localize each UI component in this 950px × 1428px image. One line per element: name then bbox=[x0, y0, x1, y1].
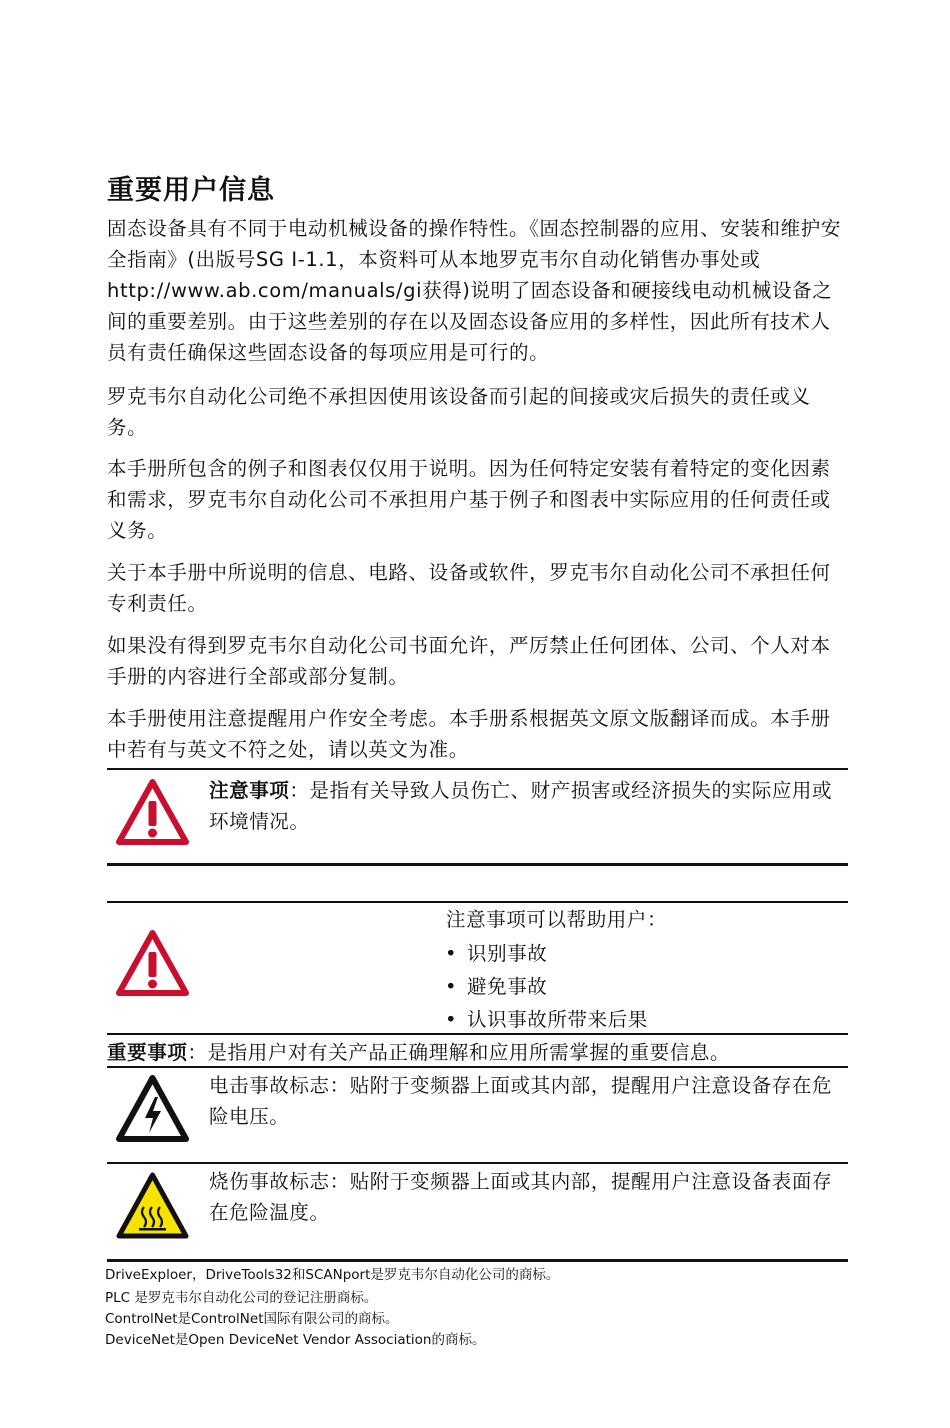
help-list-item: • 避免事故 bbox=[445, 970, 648, 1003]
page-title: 重要用户信息 bbox=[107, 175, 275, 206]
attention-label: 注意事项 bbox=[209, 779, 290, 802]
shock-bottom-rule bbox=[107, 1162, 848, 1164]
warning-triangle-icon bbox=[116, 930, 189, 996]
burn-bottom-rule bbox=[107, 1259, 848, 1262]
paragraph-solid-state: 固态设备具有不同于电动机械设备的操作特性。《固态控制器的应用、安装和维护安全指南》(出版号SG I-1.1，本资料可从本地罗克韦尔自动化销售办事处或http://www.ab.com/manuals/gi获得)说明了固态设备和硬接线电动机械设备之间的重要差别。由于这些差别的存在以及固态设备应用的多样性，因此所有技术人员有责任确保这些固态设备的每项应用是可行的。 bbox=[107, 217, 841, 364]
hot-surface-icon bbox=[116, 1172, 189, 1240]
electric-shock-icon bbox=[116, 1075, 189, 1143]
important-text-block bbox=[107, 1037, 849, 1068]
attention-top-rule bbox=[107, 768, 848, 770]
paragraph-translation: 本手册使用注意提醒用户作安全考虑。本手册系根据英文原文版翻译而成。本手册中若有与英文不符之处，请以英文为准。 bbox=[107, 707, 831, 761]
paragraph-copy: 如果没有得到罗克韦尔自动化公司书面允许，严厉禁止任何团体、公司、个人对本手册的内容进行全部或部分复制。 bbox=[107, 634, 831, 688]
paragraph-examples: 本手册所包含的例子和图表仅仅用于说明。因为任何特定安装有着特定的变化因素和需求，罗克韦尔自动化公司不承担用户基于例子和图表中实际应用的任何责任或义务。 bbox=[107, 457, 831, 542]
important-description: 是指用户对有关产品正确理解和应用所需掌握的重要信息。 bbox=[207, 1041, 731, 1064]
help-top-rule bbox=[107, 901, 848, 903]
attention-bottom-rule bbox=[107, 863, 848, 866]
help-list-item: • 识别事故 bbox=[445, 937, 648, 970]
attention-text-block bbox=[209, 775, 849, 837]
trademark-line: DriveExploer，DriveTools32和SCANport是罗克韦尔自动化公司的商标。 bbox=[105, 1267, 560, 1283]
help-bottom-rule bbox=[107, 1033, 848, 1035]
important-separator: ： bbox=[187, 1041, 208, 1064]
shock-description: 电击事故标志：贴附于变频器上面或其内部，提醒用户注意设备存在危险电压。 bbox=[209, 1074, 833, 1128]
help-list bbox=[445, 937, 648, 1036]
paragraph-liability: 罗克韦尔自动化公司绝不承担因使用该设备而引起的间接或灾后损失的责任或义务。 bbox=[107, 385, 811, 439]
important-label: 重要事项 bbox=[107, 1041, 188, 1064]
trademark-line: PLC 是罗克韦尔自动化公司的登记注册商标。 bbox=[105, 1290, 378, 1306]
burn-description: 烧伤事故标志：贴附于变频器上面或其内部，提醒用户注意设备表面存在危险温度。 bbox=[209, 1170, 833, 1224]
warning-triangle-icon bbox=[116, 779, 189, 845]
help-list-item: • 认识事故所带来后果 bbox=[445, 1003, 648, 1036]
important-bottom-rule bbox=[107, 1066, 848, 1068]
paragraph-patent: 关于本手册中所说明的信息、电路、设备或软件，罗克韦尔自动化公司不承担任何专利责任。 bbox=[107, 561, 831, 615]
trademark-line: DeviceNet是Open DeviceNet Vendor Association的商标。 bbox=[105, 1332, 486, 1348]
attention-description: 是指有关导致人员伤亡、财产损害或经济损失的实际应用或环境情况。 bbox=[209, 779, 833, 833]
trademark-line: ControlNet是ControlNet国际有限公司的商标。 bbox=[105, 1311, 399, 1327]
attention-separator: ： bbox=[289, 779, 310, 802]
help-intro: 注意事项可以帮助用户： bbox=[446, 908, 668, 931]
